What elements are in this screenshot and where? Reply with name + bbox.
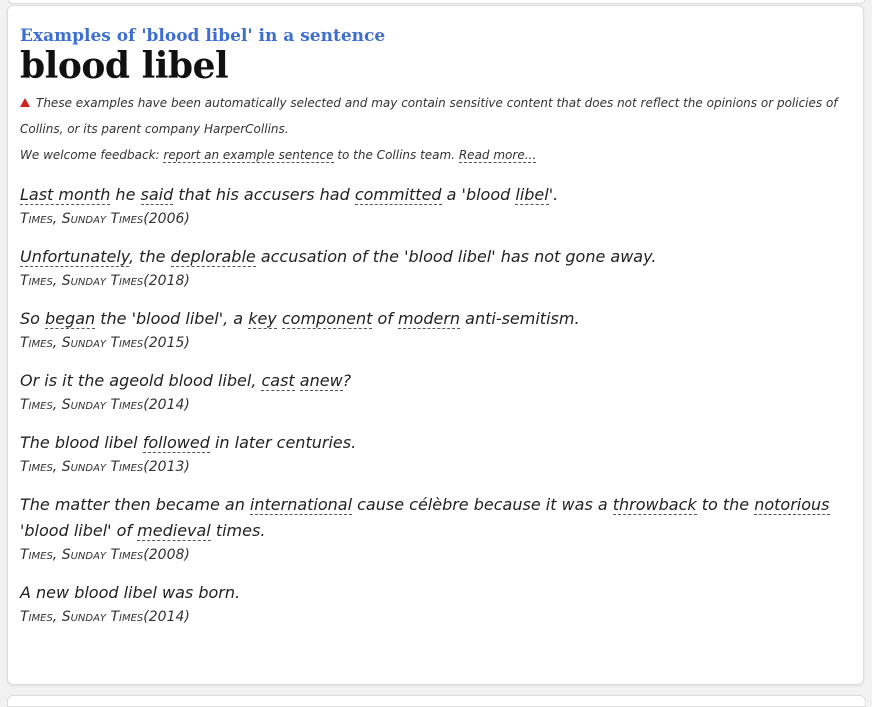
- report-example-link[interactable]: report an example sentence: [163, 148, 334, 162]
- content-notice: [20, 90, 851, 168]
- word-link[interactable]: throwback: [612, 495, 697, 514]
- source-separator: ,: [52, 609, 62, 625]
- sentence-text: , the: [129, 247, 171, 266]
- source-publication: Times: [20, 547, 53, 563]
- sentence-text: So: [20, 309, 46, 328]
- source-publication: Sunday Times: [61, 547, 144, 563]
- example-source: [20, 606, 851, 628]
- source-publication: Sunday Times: [61, 397, 144, 413]
- example-source: [20, 270, 851, 292]
- sentence-text: to the: [696, 495, 755, 514]
- notice-text: These examples have been automatically selected and may contain sensitive content that does not reflect the opinions or policies of Collins, or its parent company HarperCollins.: [20, 96, 838, 136]
- word-link[interactable]: key: [248, 309, 277, 328]
- example-source: [20, 394, 851, 416]
- word-link[interactable]: component: [281, 309, 373, 328]
- source-year: (2015): [143, 335, 190, 351]
- example-item: [20, 580, 851, 628]
- word-link[interactable]: modern: [397, 309, 461, 328]
- word-link[interactable]: said: [140, 185, 174, 204]
- example-sentence: [20, 580, 851, 606]
- example-item: [20, 244, 851, 292]
- warning-icon: [20, 98, 30, 107]
- example-sentence: [20, 182, 851, 208]
- sentence-text: in later centuries.: [209, 433, 357, 452]
- source-year: (2014): [143, 397, 190, 413]
- word-link[interactable]: cast: [261, 371, 295, 390]
- source-year: (2018): [143, 273, 190, 289]
- sentence-text: Or is it the ageold blood libel,: [20, 371, 262, 390]
- source-publication: Times: [20, 211, 53, 227]
- sentence-text: The matter then became an: [20, 495, 250, 514]
- example-source: [20, 544, 851, 566]
- word-link[interactable]: notorious: [754, 495, 830, 514]
- word-link[interactable]: medieval: [137, 521, 211, 540]
- source-separator: ,: [52, 397, 62, 413]
- example-list: [20, 182, 851, 628]
- sentence-text: ?: [342, 371, 352, 390]
- example-item: [20, 492, 851, 566]
- word-link[interactable]: began: [45, 309, 96, 328]
- sentence-text: the 'blood libel', a: [95, 309, 249, 328]
- example-source: [20, 332, 851, 354]
- example-source: [20, 456, 851, 478]
- source-publication: Times: [20, 273, 53, 289]
- sentence-text: anti-semitism.: [460, 309, 580, 328]
- source-publication: Times: [20, 397, 53, 413]
- feedback-prefix: We welcome feedback:: [20, 148, 164, 162]
- headword: blood libel: [20, 45, 229, 87]
- feedback-middle: to the Collins team.: [333, 148, 459, 162]
- source-separator: ,: [52, 547, 62, 563]
- word-link[interactable]: international: [249, 495, 353, 514]
- sentence-text: times.: [210, 521, 266, 540]
- read-more-link[interactable]: Read more...: [458, 148, 537, 162]
- example-sentence: [20, 244, 851, 270]
- word-link[interactable]: anew: [299, 371, 343, 390]
- source-year: (2014): [143, 609, 190, 625]
- sentence-text: accusation of the 'blood libel' has not gone away.: [255, 247, 657, 266]
- source-publication: Sunday Times: [61, 335, 144, 351]
- example-sentence: [20, 306, 851, 332]
- source-publication: Sunday Times: [61, 211, 144, 227]
- example-item: [20, 430, 851, 478]
- example-sentence: [20, 492, 851, 544]
- sentence-text: of: [372, 309, 398, 328]
- examples-heading: Examples of 'blood libel' in a sentence: [20, 26, 386, 46]
- sentence-text: a 'blood: [441, 185, 516, 204]
- source-publication: Sunday Times: [61, 459, 144, 475]
- sentence-text: '.: [548, 185, 559, 204]
- sentence-text: A new blood libel was born.: [20, 583, 241, 602]
- source-separator: ,: [52, 211, 62, 227]
- word-link[interactable]: deplorable: [170, 247, 256, 266]
- next-card-edge: [7, 695, 866, 707]
- word-link[interactable]: followed: [142, 433, 210, 452]
- example-item: [20, 182, 851, 230]
- source-year: (2008): [143, 547, 190, 563]
- examples-card: [7, 5, 864, 685]
- source-publication: Times: [20, 609, 53, 625]
- word-link[interactable]: libel: [515, 185, 549, 204]
- sentence-text: The blood libel: [20, 433, 143, 452]
- source-separator: ,: [52, 459, 62, 475]
- source-publication: Times: [20, 335, 53, 351]
- example-item: [20, 368, 851, 416]
- source-publication: Sunday Times: [61, 609, 144, 625]
- example-source: [20, 208, 851, 230]
- source-year: (2013): [143, 459, 190, 475]
- word-link[interactable]: committed: [354, 185, 442, 204]
- word-link[interactable]: Unfortunately: [20, 247, 129, 266]
- source-publication: Times: [20, 459, 53, 475]
- example-sentence: [20, 368, 851, 394]
- sentence-text: 'blood libel' of: [20, 521, 138, 540]
- source-publication: Sunday Times: [61, 273, 144, 289]
- source-separator: ,: [52, 335, 62, 351]
- example-item: [20, 306, 851, 354]
- example-sentence: [20, 430, 851, 456]
- previous-card-edge: [7, 0, 866, 4]
- sentence-text: that his accusers had: [173, 185, 355, 204]
- word-link[interactable]: Last month: [20, 185, 111, 204]
- source-separator: ,: [52, 273, 62, 289]
- sentence-text: cause célèbre because it was a: [352, 495, 613, 514]
- sentence-text: he: [110, 185, 141, 204]
- source-year: (2006): [143, 211, 190, 227]
